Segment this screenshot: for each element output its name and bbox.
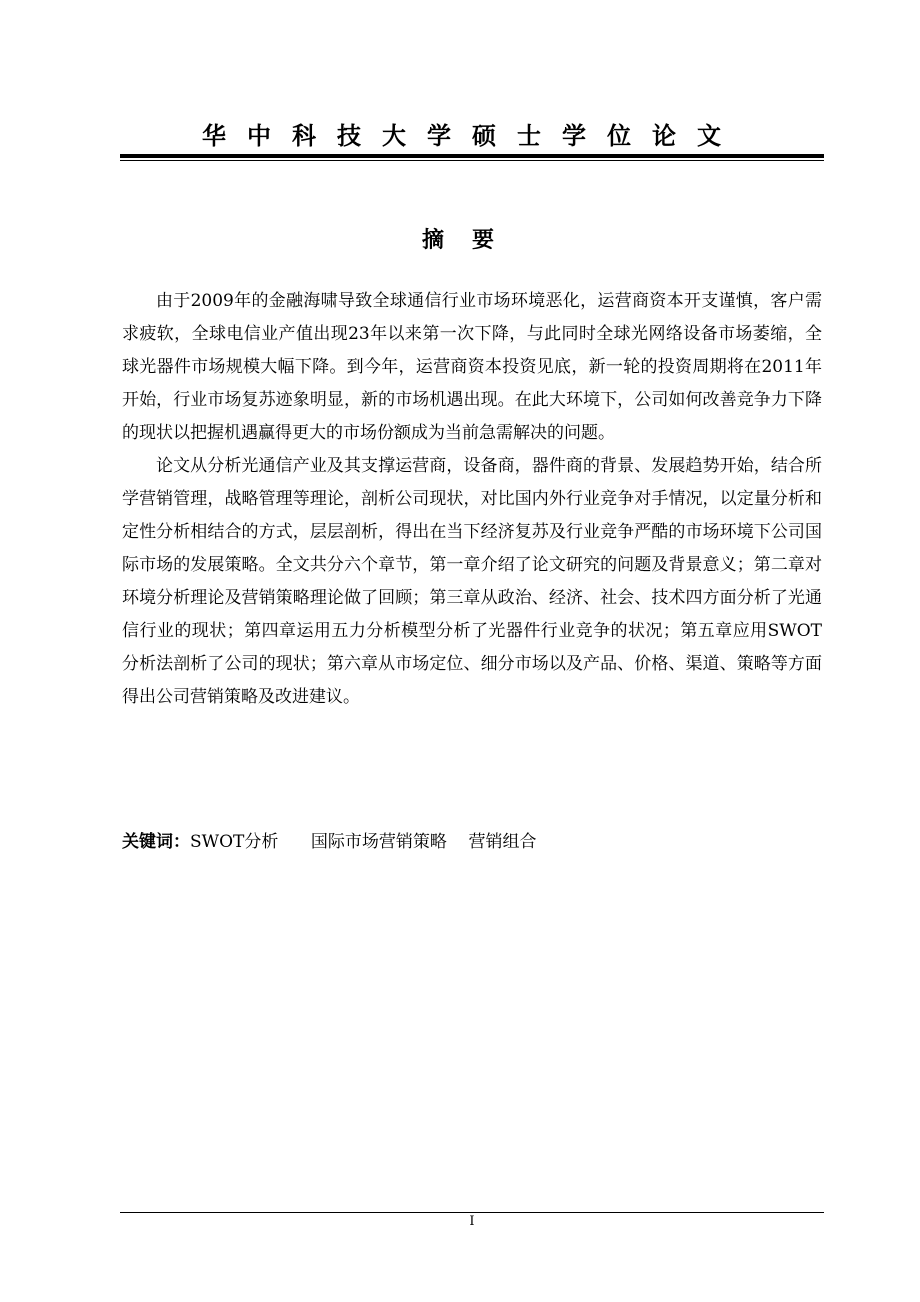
keyword-item: SWOT分析	[190, 832, 279, 852]
page-number: I	[469, 1214, 475, 1229]
keyword-item: 营销组合	[468, 832, 537, 852]
header-rule-thin	[120, 160, 824, 161]
abstract-paragraph-2: 论文从分析光通信产业及其支撑运营商，设备商，器件商的背景、发展趋势开始，结合所学营销管理，战略管理等理论，剖析公司现状，对比国内外行业竞争对手情况，以定量分析和定性分析相结合的方式，层层剖析，得出在当下经济复苏及行业竞争严酷的市场环境下公司国际市场的发展策略。全文共分六个章节，第一章介绍了论文研究的问题及背景意义；第二章对环境分析理论及营销策略理论做了回顾；第三章从政治、经济、社会、技术四方面分析了光通信行业的现状；第四章运用五力分析模型分析了光器件行业竞争的状况；第五章应用SWOT分析法剖析了公司的现状；第六章从市场定位、细分市场以及产品、价格、渠道、策略等方面得出公司营销策略及改进建议。	[122, 456, 822, 707]
abstract-body	[122, 285, 822, 714]
keywords-label: 关键词：	[122, 832, 190, 852]
keyword-item: 国际市场营销策略	[310, 832, 447, 852]
keywords-line	[122, 826, 822, 859]
thesis-header-title: 华中科技大学硕士学位论文	[202, 121, 742, 150]
abstract-title: 摘要	[421, 227, 522, 253]
abstract-paragraph-1: 由于2009年的金融海啸导致全球通信行业市场环境恶化，运营商资本开支谨慎，客户需求疲软，全球电信业产值出现23年以来第一次下降，与此同时全球光网络设备市场萎缩，全球光器件市场规模大幅下降。到今年，运营商资本投资见底，新一轮的投资周期将在2011年开始，行业市场复苏迹象明显，新的市场机遇出现。在此大环境下，公司如何改善竞争力下降的现状以把握机遇赢得更大的市场份额成为当前急需解决的问题。	[122, 291, 822, 443]
header-rule-thick	[120, 154, 824, 158]
